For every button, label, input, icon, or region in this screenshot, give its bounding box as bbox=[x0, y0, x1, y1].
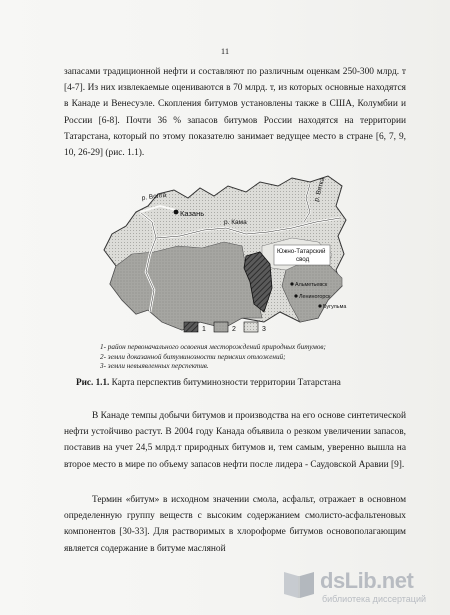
caption-text: Карта перспектив битуминозности территории Татарстана bbox=[111, 377, 341, 387]
figure-caption bbox=[76, 377, 406, 387]
paragraph-1: запасами традиционной нефти и составляют по различным оценкам 250-300 млрд. т [4-7]. Из них извлекаемые оцениваются в 70 млрд. т, из которых основные находятся в Канаде и Венесуэле. Скопления битумов установлены также в США, Колумбии и России [6-8]. Почти 36 % запасов битумов России находятся на территории Татарстана, который по этому показателю занимает ведущее место в стране [6, 7, 9, 10, 26-29] (рис. 1.1). bbox=[64, 67, 406, 159]
city-almetyevsk-marker bbox=[290, 282, 293, 285]
map-label-vyatka: р. Вятка bbox=[313, 176, 327, 203]
map-label-leninogorsk: Лениногорск bbox=[299, 294, 331, 300]
legend-number-3: 3 bbox=[262, 326, 266, 333]
city-bugulma-marker bbox=[318, 304, 321, 307]
tatarstan-bitumen-map bbox=[96, 172, 356, 340]
watermark-name: dsLib.net bbox=[320, 568, 414, 593]
figure-legend bbox=[100, 343, 400, 372]
legend-swatch-3 bbox=[244, 322, 258, 332]
map-label-volga: р. Волга bbox=[141, 191, 167, 202]
zone-2-proven bbox=[110, 242, 262, 330]
legend-swatch-2 bbox=[214, 322, 228, 332]
map-label-kama: р. Кама bbox=[224, 219, 247, 226]
watermark-subtitle: библиотека диссертаций bbox=[322, 594, 427, 604]
dslib-watermark[interactable] bbox=[280, 562, 440, 608]
map-label-almetyevsk: Альметьевск bbox=[295, 282, 328, 288]
legend-number-1: 1 bbox=[202, 326, 206, 333]
paragraph-3: Термин «битум» в исходном значении смола, асфальт, отражает в основном определенную группу веществ с высоким содержанием смолисто-асфальтеновых компонентов [30-33]. Для растворимых в хлороформе битумов основополагающим является содержание в битуме масляной bbox=[64, 495, 406, 554]
legend-line-2: 2- земли доказанной битуминозности пермских отложений; bbox=[100, 352, 286, 361]
page-number: 11 bbox=[220, 46, 230, 56]
city-leninogorsk-marker bbox=[294, 294, 297, 297]
book-logo-icon bbox=[280, 564, 318, 602]
legend-line-3: 3- земли невыявленных перспектив. bbox=[100, 362, 209, 371]
caption-label: Рис. 1.1. bbox=[76, 377, 110, 387]
map-label-dome: Южно-Татарский свод bbox=[277, 248, 326, 263]
map-svg bbox=[96, 172, 356, 340]
city-kazan-marker bbox=[174, 210, 179, 215]
map-label-bugulma: Бугульма bbox=[323, 304, 347, 310]
map-label-kazan: Казань bbox=[180, 209, 205, 218]
legend-swatch-1 bbox=[184, 322, 198, 332]
legend-number-2: 2 bbox=[232, 326, 236, 333]
legend-line-1: 1- район первоначального освоения месторождений природных битумов; bbox=[100, 343, 326, 351]
paragraph-2: В Канаде темпы добычи битумов и производства на его основе синтетической нефти устойчиво растут. В 2004 году Канада объявила о резком увеличении запасов, поставив на учет 24,5 млрд.т природных битумов и, тем самым, уверенно вышла на второе место в мире по объему запасов нефти после лидера - Саудовской Аравии [9]. bbox=[64, 411, 406, 470]
